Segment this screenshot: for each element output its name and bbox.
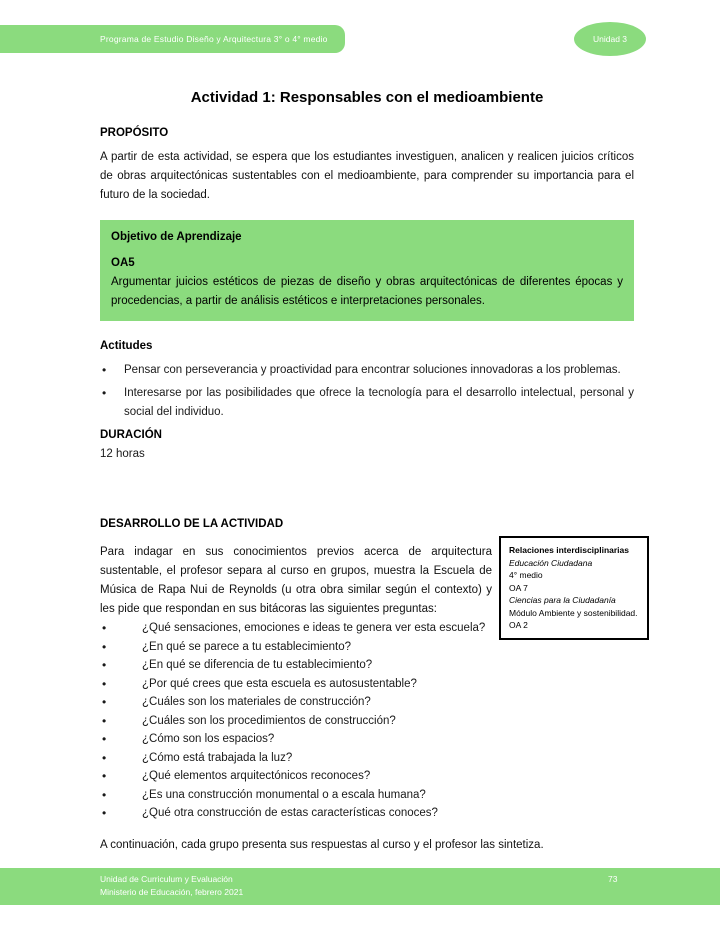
spacer	[100, 497, 634, 515]
unit-badge-label: Unidad 3	[592, 34, 628, 44]
desarrollo-intro: Para indagar en sus conocimientos previos acerca de arquitectura sustentable, el profesor separa al curso en grupos, muestra la Escuela de Música de Rapa Nui de Reynolds (u otra obra similar según el contexto) y les pide que respondan en sus bitácoras las siguientes preguntas:	[100, 546, 492, 615]
oa-text: Argumentar juicios estéticos de piezas de diseño y obras arquitectónicas de diferentes épocas y procedencias, a partir de análisis estéticos e interpretaciones personales.	[111, 276, 623, 307]
question-item: • ¿Qué otra construcción de estas características conoces?	[100, 804, 634, 823]
unit-badge	[574, 22, 646, 56]
actitud-item: • Pensar con perseverancia y proactividad para encontrar soluciones innovadoras a los problemas.	[100, 361, 634, 380]
question-item: • ¿En qué se diferencia de tu establecimiento?	[100, 656, 634, 675]
desarrollo-closing: A continuación, cada grupo presenta sus respuestas al curso y el profesor las sintetiza.	[100, 838, 544, 851]
question-item: • ¿Por qué crees que esta escuela es autosustentable?	[100, 675, 634, 694]
question-item: • ¿Qué elementos arquitectónicos reconoces?	[100, 767, 634, 786]
objetivo-aprendizaje-box	[100, 220, 634, 321]
page-content	[100, 88, 638, 855]
relaciones-line: OA 7	[509, 582, 528, 593]
footer-org-line2: Ministerio de Educación, febrero 2021	[100, 887, 244, 897]
relaciones-line: 4° medio	[509, 570, 543, 580]
question-item: • ¿Cómo son los espacios?	[100, 730, 634, 749]
desarrollo-heading: DESARROLLO DE LA ACTIVIDAD	[100, 518, 284, 530]
desarrollo-section	[100, 515, 638, 855]
relaciones-line: Módulo Ambiente y sostenibilidad.	[509, 607, 638, 618]
header-program-label: Programa de Estudio Diseño y Arquitectura 3° o 4° medio	[100, 34, 328, 44]
footer-organization	[100, 873, 243, 899]
relaciones-line: Educación Ciudadana	[509, 557, 593, 568]
actitudes-list	[100, 361, 634, 422]
proposito-text: A partir de esta actividad, se espera que los estudiantes investiguen, analicen y realicen juicios críticos de obras arquitectónicas sustentables con el medioambiente, para comprender su importancia para el futuro de la sociedad.	[100, 151, 634, 201]
footer-bar	[0, 868, 720, 905]
question-item: • ¿Es una construcción monumental o a escala humana?	[100, 786, 634, 805]
question-item: • ¿Cuáles son los procedimientos de construcción?	[100, 712, 634, 731]
actitud-item: • Interesarse por las posibilidades que ofrece la tecnología para el desarrollo intelectual, personal y social del individuo.	[100, 384, 634, 422]
proposito-heading: PROPÓSITO	[100, 127, 169, 139]
oa-box-heading: Objetivo de Aprendizaje	[111, 231, 242, 243]
actitudes-heading: Actitudes	[100, 340, 153, 352]
relaciones-heading: Relaciones interdisciplinarias	[509, 545, 629, 555]
activity-title: Actividad 1: Responsables con el medioambiente	[190, 89, 544, 106]
question-item: • ¿Cuáles son los materiales de construcción?	[100, 693, 634, 712]
page-number: 73	[608, 874, 618, 884]
duracion-value: 12 horas	[100, 448, 145, 460]
relaciones-line: OA 2	[509, 620, 528, 630]
questions-list	[100, 619, 634, 823]
footer-org-line1: Unidad de Curriculum y Evaluación	[100, 874, 233, 884]
duracion-heading: DURACIÓN	[100, 429, 162, 441]
relaciones-line: Ciencias para la Ciudadanía	[509, 595, 616, 605]
header-program-bar	[0, 25, 345, 53]
oa-code: OA5	[111, 257, 135, 269]
question-item: • ¿En qué se parece a tu establecimiento?	[100, 638, 634, 657]
question-item: • ¿Qué sensaciones, emociones e ideas te genera ver esta escuela?	[100, 619, 634, 638]
question-item: • ¿Cómo está trabajada la luz?	[100, 749, 634, 768]
